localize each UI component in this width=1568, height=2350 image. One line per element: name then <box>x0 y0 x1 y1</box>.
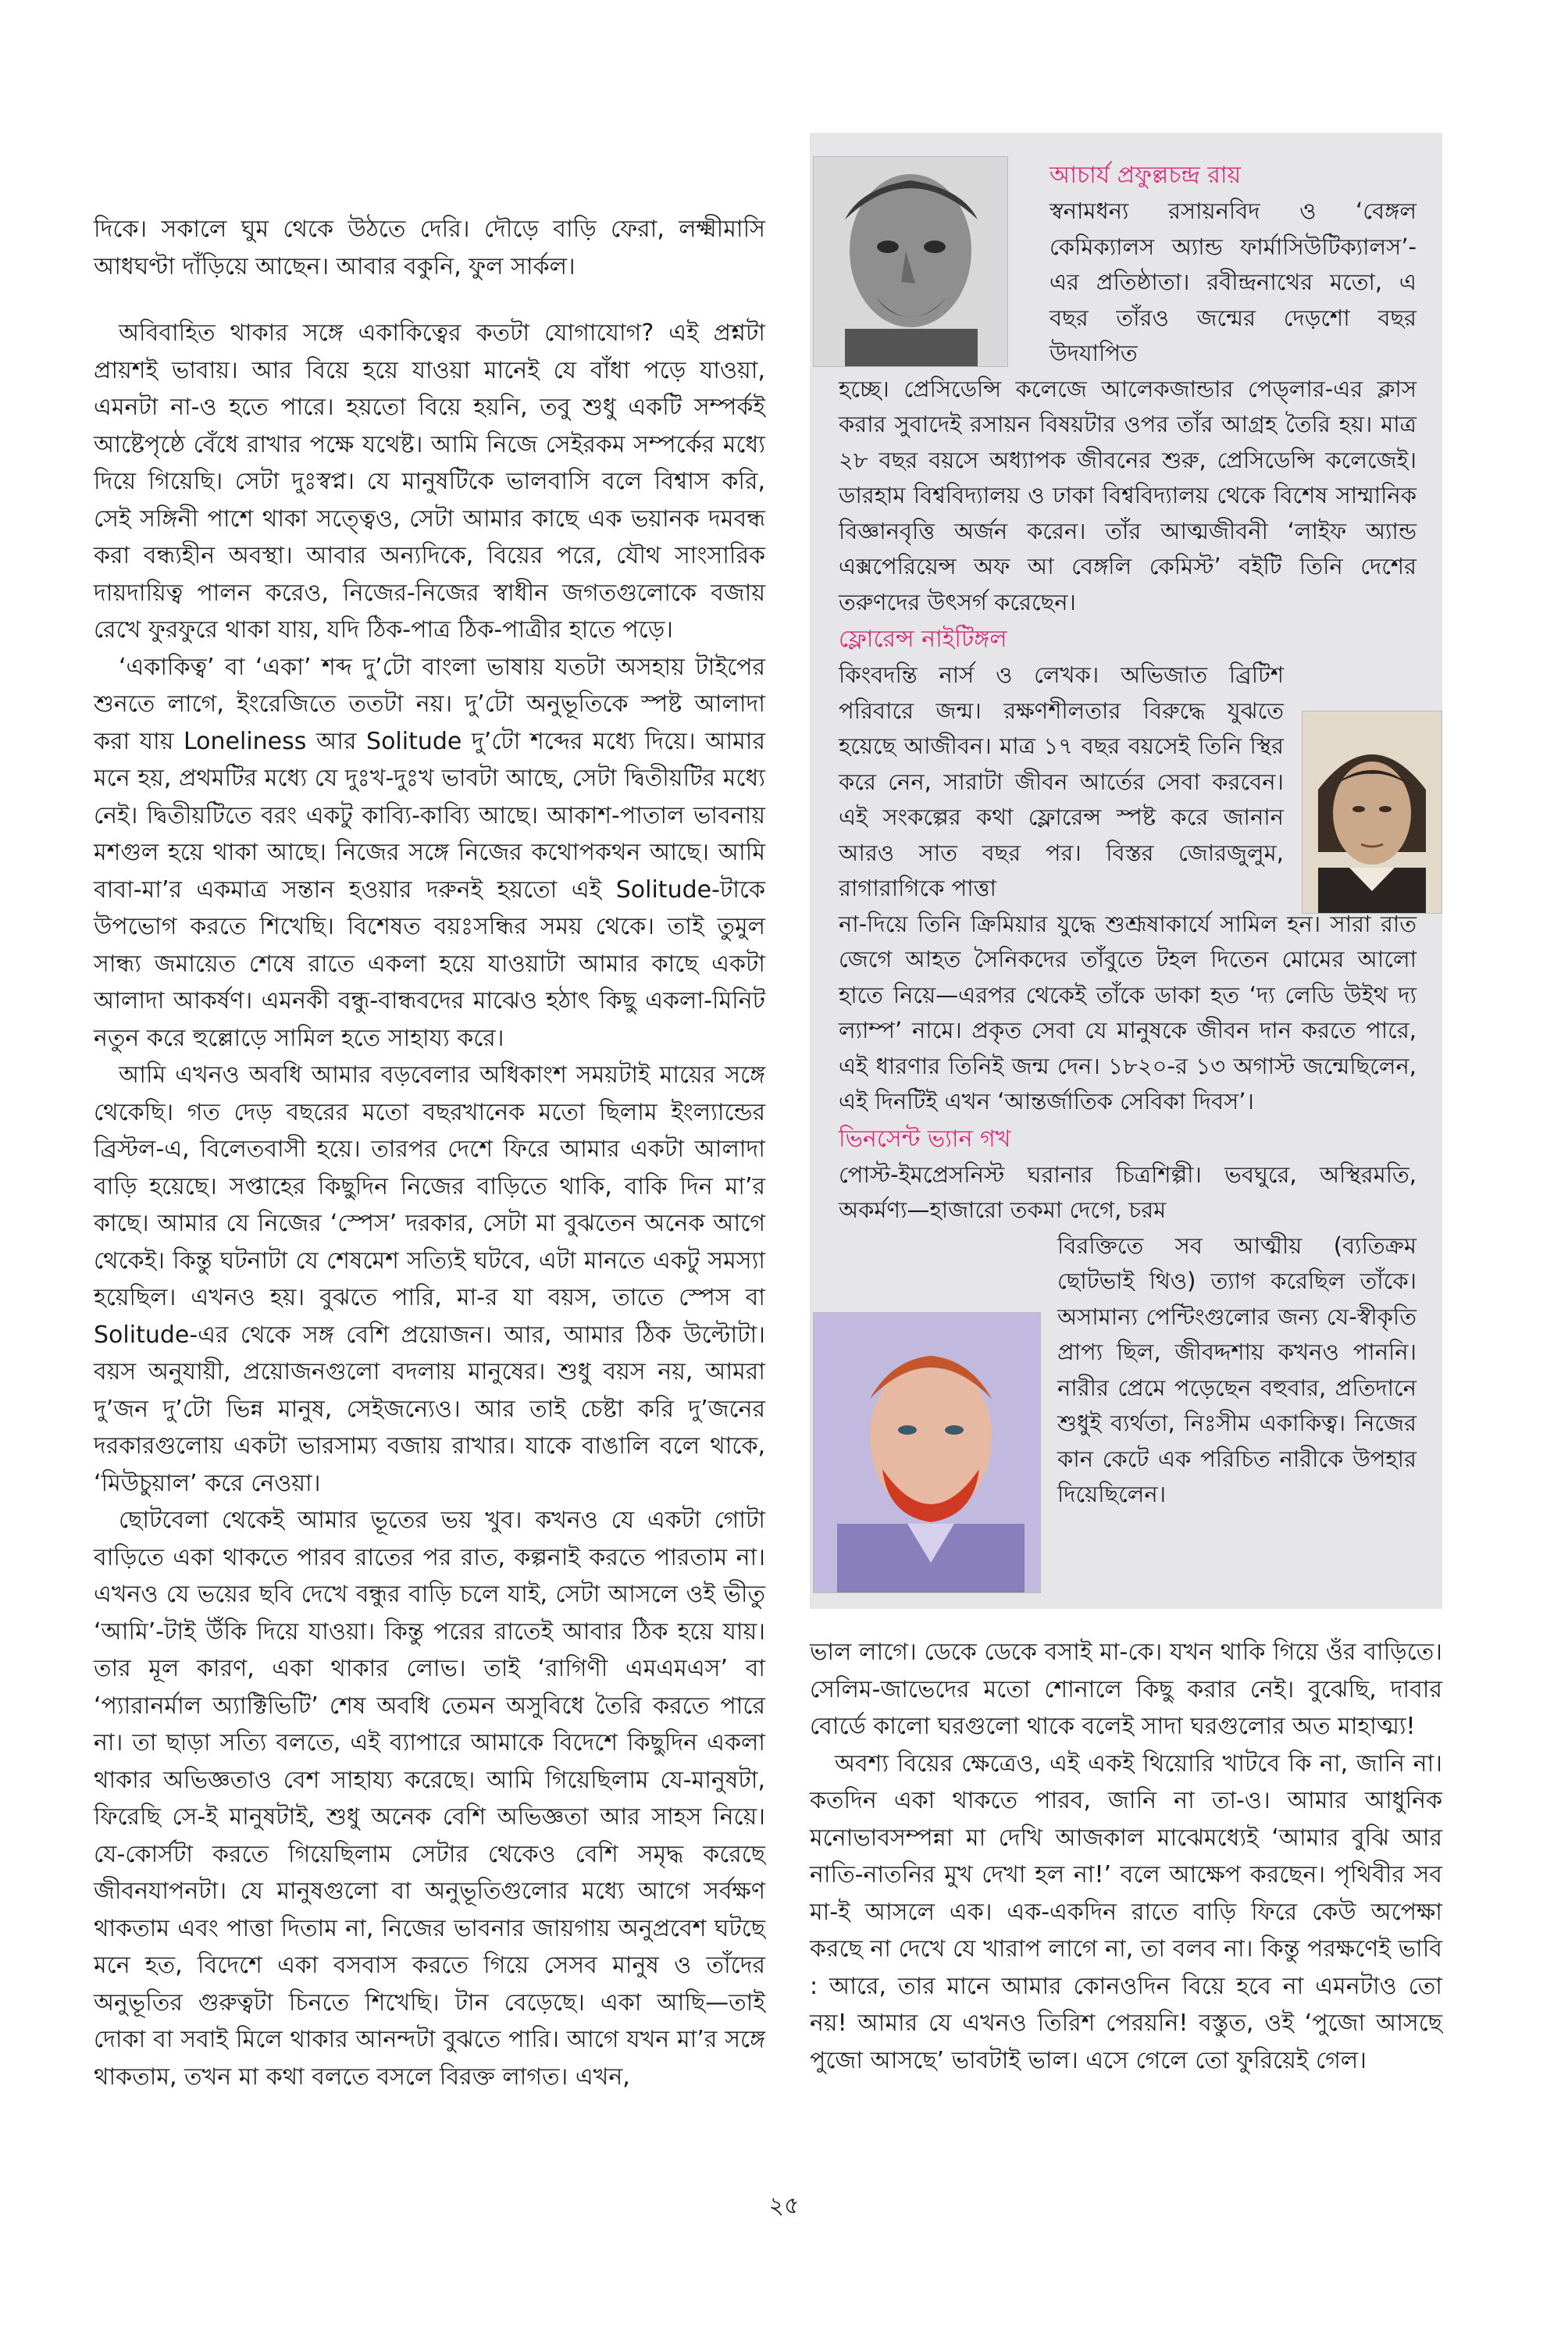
page-number: ২৫ <box>768 2192 800 2220</box>
right-paragraph-2: অবশ্য বিয়ের ক্ষেত্রেও, এই একই থিয়োরি খাটবে কি না, জানি না। কতদিন একা থাকতে পারব, জানি না তা-ও। আমার আধুনিক মনোভাবসম্পন্না মা দেখি আজকাল মাঝেমধ্যেই ‘আমার বুঝি আর নাতি-নাতনির মুখ দেখা হল না!’ বলে আক্ষেপ করছেন। পৃথিবীর সব মা-ই আসলে এক। এক-একদিন রাতে বাড়ি ফিরে কেউ অপেক্ষা করছে না দেখে যে খারাপ লাগে না, তা বলব না। কিন্তু পরক্ষণেই ভাবি : আরে, তার মানে আমার কোনওদিন বিয়ে হবে না এমনটাও তো নয়! আমার যে এখনও তিরিশ পেরয়নি! বস্তুত, ওই ‘পুজো আসছে পুজো আসছে’ ভাবটাই ভাল। এসে গেলে তো ফুরিয়েই গেল। <box>810 1749 1442 2074</box>
right-paragraph-1: ভাল লাগে। ডেকে ডেকে বসাই মা-কে। যখন থাকি গিয়ে ওঁর বাড়িতে। সেলিম-জাভেদের মতো শোনালে কিছু করার নেই। বুঝেছি, দাবার বোর্ডে কালো ঘরগুলো থাকে বলেই সাদা ঘরগুলোর অত মাহাত্ম্য! <box>810 1639 1442 1740</box>
sidebar-box <box>810 133 1442 1609</box>
left-paragraph-5: ছোটবেলা থেকেই আমার ভূতের ভয় খুব। কখনও যে একটা গোটা বাড়িতে একা থাকতে পারব রাতের পর রাত, কল্পনাই করতে পারতাম না। এখনও যে ভয়ের ছবি দেখে বন্ধুর বাড়ি চলে যাই, সেটা আসলে ওই ভীতু ‘আমি’-টাই উঁকি দিয়ে যাওয়া। কিন্তু পরের রাতেই আবার ঠিক হয়ে যায়। তার মূল কারণ, একা থাকার লোভ। তাই ‘রাগিণী এমএমএস’ বা ‘প্যারানর্মাল অ্যাক্টিভিটি’ শেষ অবধি তেমন অসুবিধে তৈরি করতে পারে না। তা ছাড়া সত্যি বলতে, এই ব্যাপারে আমাকে বিদেশে কিছুদিন একলা থাকার অভিজ্ঞতাও বেশ সাহায্য করেছে। আমি গিয়েছিলাম যে-মানুষটা, ফিরেছি সে-ই মানুষটাই, শুধু অনেক বেশি অভিজ্ঞতা আর সাহস নিয়ে। যে-কোর্সটা করতে গিয়েছিলাম সেটার থেকেও বেশি সমৃদ্ধ করেছে জীবনযাপনটা। যে মানুষগুলো বা অনুভূতিগুলোর মধ্যে আগে সর্বক্ষণ থাকতাম এবং পাত্তা দিতাম না, নিজের ভাবনার জায়গায় অনুপ্রবেশ ঘটছে মনে হত, বিদেশে একা বসবাস করতে গিয়ে সেসব মানুষ ও তাঁদের অনুভূতির গুরুত্বটা চিনতে শিখেছি। টান বেড়েছে। একা আছি—তাই দোকা বা সবাই মিলে থাকার আনন্দটা বুঝতে পারি। আগে যখন মা’র সঙ্গে থাকতাম, তখন মা কথা বলতে বসলে বিরক্ত লাগত। এখন, <box>94 1507 765 2091</box>
entry-2-name: ফ্লোরেন্স নাইটিঙ্গল <box>839 626 1007 653</box>
entry-3-text: পোস্ট-ইমপ্রেসনিস্ট ঘরানার চিত্রশিল্পী। ভবঘুরে, অস্থিরমতি, অকর্মণ্য—হাজারো তকমা দেগে, চরম <box>839 1161 1417 1223</box>
left-paragraph-1: দিকে। সকালে ঘুম থেকে উঠতে দেরি। দৌড়ে বাড়ি ফেরা, লক্ষ্মীমাসি আধঘণ্টা দাঁড়িয়ে আছেন। আবার বকুনি, ফুল সার্কল। <box>94 216 765 280</box>
entry-1-name: আচার্য প্রফুল্লচন্দ্র রায় <box>1049 162 1242 189</box>
left-paragraph-4: আমি এখনও অবধি আমার বড়বেলার অধিকাংশ সময়টাই মায়ের সঙ্গে থেকেছি। গত দেড় বছরের মতো বছরখানেক মতো ছিলাম ইংল্যান্ডের ব্রিস্টল-এ, বিলেতবাসী হয়ে। তারপর দেশে ফিরে আমার একটা আলাদা বাড়ি হয়েছে। সপ্তাহের কিছুদিন নিজের বাড়িতে থাকি, বাকি দিন মা’র কাছে। আমার যে নিজের ‘স্পেস’ দরকার, সেটা মা বুঝতেন অনেক আগে থেকেই। কিন্তু ঘটনাটা যে শেষমেশ সত্যিই ঘটবে, এটা মানতে একটু সমস্যা হয়েছিল। এখনও হয়। বুঝতে পারি, মা-র যা বয়স, তাতে স্পেস বা Solitude-এর থেকে সঙ্গ বেশি প্রয়োজন। আর, আমার ঠিক উল্টোটা। বয়স অনুযায়ী, প্রয়োজনগুলো বদলায় মানুষের। শুধু বয়স নয়, আমরা দু’জন দু’টো ভিন্ন মানুষ, সেইজন্যেও। আর তাই চেষ্টা করি দু’জনের দরকারগুলোয় একটা ভারসাম্য বজায় রাখার। যাকে বাঙালি বলে থাকে, ‘মিউচুয়াল’ করে নেওয়া। <box>94 1061 765 1497</box>
entry-1-text-continued: হচ্ছে। প্রেসিডেন্সি কলেজে আলেকজান্ডার পেড্লার-এর ক্লাস করার সুবাদেই রসায়ন বিষয়টার ওপর তাঁর আগ্রহ তৈরি হয়। মাত্র ২৮ বছর বয়সে অধ্যাপক জীবনের শুরু, প্রেসিডেন্সি কলেজেই। ডারহাম বিশ্ববিদ্যালয় ও ঢাকা বিশ্ববিদ্যালয় থেকে বিশেষ সাম্মানিক বিজ্ঞানবৃত্তি অর্জন করেন। তাঁর আত্মজীবনী ‘লাইফ অ্যান্ড এক্সপেরিয়েন্স অফ আ বেঙ্গলি কেমিস্ট’ বইটি তিনি দেশের তরুণদের উৎসর্গ করেছেন। <box>839 375 1417 615</box>
entry-3-text-continued: বিরক্তিতে সব আত্মীয় (ব্যতিক্রম ছোটভাই থিও) ত্যাগ করেছিল তাঁকে। অসামান্য পেন্টিংগুলোর জন্য যে-স্বীকৃতি প্রাপ্য ছিল, জীবদ্দশায় কখনও পাননি। নারীর প্রেমে পড়েছেন বহুবার, প্রতিদানে শুধুই ব্যর্থতা, নিঃসীম একাকিত্ব। নিজের কান কেটে এক পরিচিত নারীকে উপহার দিয়েছিলেন। <box>1057 1232 1417 1507</box>
left-paragraph-2: অবিবাহিত থাকার সঙ্গে একাকিত্বের কতটা যোগাযোগ? এই প্রশ্নটা প্রায়শই ভাবায়। আর বিয়ে হয়ে যাওয়া মানেই যে বাঁধা পড়ে যাওয়া, এমনটা না-ও হতে পারে। হয়তো বিয়ে হয়নি, তবু শুধু একটি সম্পর্কই আষ্টেপৃষ্ঠে বেঁধে রাখার পক্ষে যথেষ্ট। আমি নিজে সেইরকম সম্পর্কের মধ্যে দিয়ে গিয়েছি। সেটা দুঃস্বপ্ন। যে মানুষটিকে ভালবাসি বলে বিশ্বাস করি, সেই সঙ্গিনী পাশে থাকা সত্ত্বেও, সেটা আমার কাছে এক ভয়ানক দমবন্ধ করা বন্ধ্যহীন অবস্থা। আবার অন্যদিকে, বিয়ের পরে, যৌথ সাংসারিক দায়দায়িত্ব পালন করেও, নিজের-নিজের স্বাধীন জগতগুলোকে বজায় রেখে ফুরফুরে থাকা যায়, যদি ঠিক-পাত্র ঠিক-পাত্রীর হাতে পড়ে। <box>94 319 765 644</box>
right-column <box>810 1634 1442 2079</box>
entry-3-name: ভিনসেন্ট ভ্যান গখ <box>839 1125 1011 1153</box>
entry-2-text-continued: না-দিয়ে তিনি ক্রিমিয়ার যুদ্ধে শুশ্রূষাকার্যে সামিল হন। সারা রাত জেগে আহত সৈনিকদের তাঁবুতে টহল দিতেন মোমের আলো হাতে নিয়ে—এরপর থেকেই তাঁকে ডাকা হত ‘দ্য লেডি উইথ দ্য ল্যাম্প’ নামে। প্রকৃত সেবা যে মানুষকে জীবন দান করতে পারে, এই ধারণার তিনিই জন্ম দেন। ১৮২০-র ১৩ অগাস্ট জন্মেছিলেন, এই দিনটিই এখন ‘আন্তর্জাতিক সেবিকা দিবস’। <box>839 910 1417 1114</box>
entry-1-text: স্বনামধন্য রসায়নবিদ ও ‘বেঙ্গল কেমিক্যালস অ্যান্ড ফার্মাসিউটিক্যালস’-এর প্রতিষ্ঠাতা। রবীন্দ্রনাথের মতো, এ বছর তাঁরও জন্মের দেড়শো বছর উদযাপিত <box>1049 198 1417 366</box>
left-paragraph-3: ‘একাকিত্ব’ বা ‘একা’ শব্দ দু’টো বাংলা ভাষায় যতটা অসহায় টাইপের শুনতে লাগে, ইংরেজিতে ততটা নয়। দু’টো অনুভূতিকে স্পষ্ট আলাদা করা যায় Loneliness আর Solitude দু’টো শব্দের মধ্যে দিয়ে। আমার মনে হয়, প্রথমটির মধ্যে যে দুঃখ-দুঃখ ভাবটা আছে, সেটা দ্বিতীয়টির মধ্যে নেই। দ্বিতীয়টিতে বরং একটু কাব্যি-কাব্যি আছে। আকাশ-পাতাল ভাবনায় মশগুল হয়ে থাকা আছে। নিজের সঙ্গে নিজের কথোপকথন আছে। আমি বাবা-মা’র একমাত্র সন্তান হওয়ার দরুনই হয়তো এই Solitude-টাকে উপভোগ করতে শিখেছি। বিশেষত বয়ঃসন্ধির সময় থেকে। তাই তুমুল সান্ধ্য জমায়েত শেষে রাতে একলা হয়ে যাওয়াটা আমার কাছে একটা আলাদা আকর্ষণ। এমনকী বন্ধু-বান্ধবদের মাঝেও হঠাৎ কিছু একলা-মিনিট নতুন করে হুল্লোড়ে সামিল হতে সাহায্য করে। <box>94 653 765 1052</box>
entry-2-text: কিংবদন্তি নার্স ও লেখক। অভিজাত ব্রিটিশ পরিবারে জন্ম। রক্ষণশীলতার বিরুদ্ধে যুঝতে হয়েছে আজীবন। মাত্র ১৭ বছর বয়সেই তিনি স্থির করে নেন, সারাটা জীবন আর্তের সেবা করবেন। এই সংকল্পের কথা ফ্লোরেন্স স্পষ্ট করে জানান আরও সাত বছর পর। বিস্তর জোরজুলুম, রাগারাগিকে পাত্তা <box>839 661 1284 901</box>
left-column <box>94 211 765 2095</box>
